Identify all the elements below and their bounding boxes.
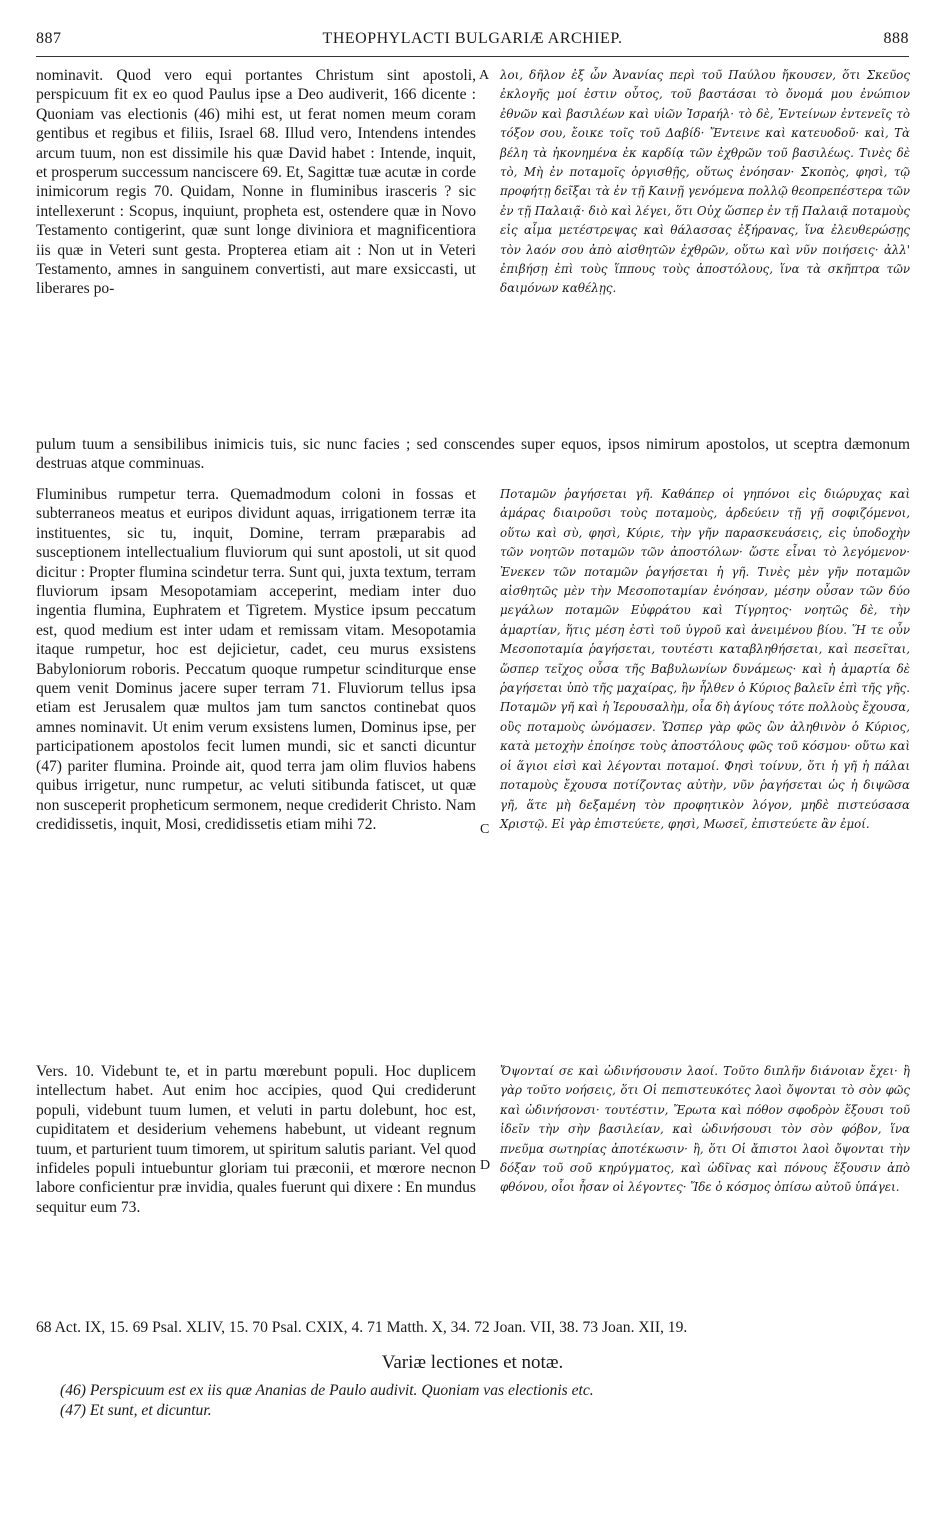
running-title: THEOPHYLACTI BULGARIÆ ARCHIEP. xyxy=(322,30,623,47)
full-width-continuation xyxy=(36,435,910,475)
latin-text-2: Fluminibus rumpetur terra. Quemadmodum coloni in fossas et subterraneos meatus et euripos dividunt aquas, irrigationem terræ ita instituentes, sic tu, inquit, Domine, terram præparabis ad susceptionem intellectualium fluviorum qui sunt apostoli, ut sit quod dicitur : Propter flumina scindetur terra. Sunt qui, juxta textum, terram fluviorum ipsam Mesopotamiam acceperint, mediam inter duo ingentia flumina, Euphratem et Tigretem. Mystice ipsum peccatum est, quod medium est inter udam et remissam vitam. Mesopotamia itaque rumpetur, hoc est dejicietur, cadet, ceu murus exsistens Babyloniorum roboris. Peccatum quoque rumpetur scinditurque ense quem venit Dominus jacere super terram 71. Fluviorum tellus ipsa etiam est Jerusalem quæ multos jam tum sanctos continebat quos amnes nominavit. Ut enim verum exsistens lumen, Dominus ipse, per participationem apostolos fecit lumen mundi, sic et sancti dicuntur (47) pariter flumina. Proinde ait, quod terra jam olim fluvios habens quibus irrigetur, nunc rumpetur, ac veluti sitibunda fatiscet, ut quæ non susceperit propheticum sermonem, neque crediderit Christo. Nam credidissetis, inquit, Mosi, credidissetis etiam mihi 72. xyxy=(36,486,476,833)
latin-column-block-3 xyxy=(36,1062,476,1312)
continuation-text: pulum tuum a sensibilibus inimicis tuis, sic nunc facies ; sed conscendes super equos, ipsos nimirum apostolos, ut sceptra dæmonum destruas atque comminuas. xyxy=(36,436,910,473)
greek-column-block-2 xyxy=(500,485,910,1045)
latin-column-block-2 xyxy=(36,485,476,1060)
greek-column-block-1 xyxy=(500,66,910,426)
margin-letter-d: D xyxy=(480,1158,491,1173)
greek-column-block-3 xyxy=(500,1062,910,1312)
margin-letter-c: C xyxy=(480,822,490,837)
header-rule xyxy=(36,56,909,57)
greek-text-3: Ὄψονταί σε καὶ ὠδινήσουσιν λαοί. Τοῦτο διπλῆν διάνοιαν ἔχει· ἢ γὰρ τοῦτο νοήσεις, ὅτι Οἱ πεπιστευκότες λαοὶ ὄψονται τὸ σὸν φῶς καὶ ὠδινήσονσι· τουτέστιν, Ἔρωτα καὶ πόθον σφοδρὸν ἕξουσι τοῦ ἰδεῖν τὴν σὴν βασιλείαν, καὶ ὠδινήσουσι τὸν σὸν φόβον, ἵνα πνεῦμα σωτηρίας ἀποτέκωσιν· ἢ, ὅτι Οἱ ἄπιστοι λαοὶ ὄψονται τὴν δόξαν τοῦ σοῦ κηρύγματος, καὶ ὠδῖνας καὶ πόνους ἕξουσιν ἀπὸ φθόνου, οἷοι ἦσαν οἱ λέγοντες· Ἴδε ὁ κόσμος ὀπίσω αὐτοῦ ὑπάγει. xyxy=(500,1064,910,1195)
running-header xyxy=(36,30,909,56)
variant-note-46: (46) Perspicuum est ex iis quæ Ananias de Paulo audivit. Quoniam vas electionis etc. xyxy=(60,1382,594,1399)
page-number-right: 888 xyxy=(883,30,909,47)
page-number-left: 887 xyxy=(36,30,62,47)
greek-text-2: Ποταμῶν ῥαγήσεται γῆ. Καθάπερ οἱ γηπόνοι εἰς διώρυχας καὶ ἀμάρας διαιροῦσι τοὺς ποταμοὺς, ἀρδεύειν τῇ γῇ σοφιζόμενοι, οὕτω καὶ σὺ, φησὶ, Κύριε, τὴν γῆν παρασκευάσεις, εἰς ὑποδοχὴν τῶν νοητῶν ποταμῶν τῶν ἀποστόλων· ὥστε εἶναι τὸ λεγόμενον· Ἐνεκεν τῶν ποταμῶν ῥαγήσεται ἡ γῆ. Τινὲς μὲν γῆν ποταμῶν αἰσθητῶς μὲν τὴν Μεσοποταμίαν ἐνόησαν, μέσην οὖσαν τῶν δύο μεγάλων ποταμῶν Εὐφράτου καὶ Τίγρητος· νοητῶς δὲ, τὴν ἁμαρτίαν, ἥτις μέση ἐστὶ τοῦ ὑγροῦ καὶ ἀνειμένου βίου. Ἥ τε οὖν Μεσοποταμία ῥαγήσεται, τουτέστι καταβληθήσεται, καὶ πεσεῖται, ὥσπερ τεῖχος οὖσα τῆς Βαβυλωνίων δυνάμεως· καὶ ἡ ἁμαρτία δὲ ῥαγήσεται ὑπὸ τῆς μαχαίρας, ἣν ἦλθεν ὁ Κύριος βαλεῖν ἐπὶ τῆς γῆς. Ποταμῶν γῆ καὶ ἡ Ἱερουσαλὴμ, οἷα δὴ ἁγίους τότε πολλοὺς ἔχουσα, οὓς ποταμοὺς ὠνόμασεν. Ὥσπερ γὰρ φῶς ὢν ἀληθινὸν ὁ Κύριος, κατὰ μετοχὴν ἐποίησε τοὺς ἀποστόλους φῶς τοῦ κόσμου· οὕτω καὶ οἱ ἅγιοι εἰσὶ καὶ λέγονται ποταμοί. Φησὶ τοίνυν, ὅτι ἡ γῆ ἡ πάλαι ποταμοὺς ἔχουσα ποτίζοντας αὐτὴν, νῦν ῥαγήσεται ὡς ἡ διψῶσα γῆ, ἅτε μὴ δεξαμένη τὸν προφητικὸν λόγον, μηδὲ πιστεύσασα Χριστῷ. Εἰ γὰρ ἐπιστεύετε, φησὶ, Μωσεῖ, ἐπιστεύετε ἂν ἐμοί. xyxy=(500,487,910,831)
latin-text-1: nominavit. Quod vero equi portantes Christum sint apostoli, perspicuum fit ex eo quod Paulus ipse a Deo audiverit, 166 dicente : Quoniam vas electionis (46) mihi est, ut ferat nomen meum coram gentibus et regibus et filiis, Israel 68. Illud vero, Intendens intendes arcum tuum, non est dissimile his quæ David habet : Intende, inquit, et prosperum successum nanciscere 69. Et, Sagittæ tuæ acutæ in corde inimicorum regis 70. Quidam, Nonne in fluminibus irasceris ? sic intellexerunt : Scopus, inquiunt, propheta est, ostendere quæ in Novo Testamento contigerint, quæ sunt longe diviniora et magnificentiora iis quæ in Veteri sunt gesta. Propterea etiam ait : Non ut in Veteri Testamento, amnes in sanguinem convertisti, aut mare exsiccasti, ut liberares po- xyxy=(36,67,476,298)
variae-title: Variæ lectiones et notæ. xyxy=(381,1352,564,1373)
latin-column-block-1 xyxy=(36,66,476,396)
margin-letter-a: A xyxy=(479,68,490,83)
greek-text-1: λοι, δῆλον ἐξ ὧν Ἀνανίας περὶ τοῦ Παύλου ἤκουσεν, ὅτι Σκεῦος ἐκλογῆς μοί ἐστιν οὗτος, τοῦ βαστάσαι τὸ ὄνομά μου ἐνώπιον ἐθνῶν καὶ βασιλέων καὶ υἱῶν Ἰσραήλ· τὸ δὲ, Ἐντείνων ἐντενεῖς τὸ τόξον σου, ἔοικε τοῖς τοῦ Δαβίδ· Ἔντεινε καὶ κατευοδοῦ· καὶ, Τὰ βέλη τὰ ἠκονημένα ἐκ καρδίᾳ τῶν ἐχθρῶν τοῦ βασιλέως. Τινὲς δὲ τὸ, Μὴ ἐν ποταμοῖς ὀργισθῇς, οὕτως ἐνόησαν· Σκοπὸς, φησὶ, τῷ προφήτῃ δεῖξαι τὰ ἐν τῇ Καινῇ γενόμενα πολλῷ θεοπρεπέστερα τῶν ἐν τῇ Παλαιᾷ· διὸ καὶ λέγει, ὅτι Οὐχ ὥσπερ ἐν τῇ Παλαιᾷ ποταμοὺς εἰς αἷμα μετέστρεψας καὶ θάλασσας ἐξήρανας, ἵνα ἐλευθερώσῃς τὸν λαόν σου ἀπὸ αἰσθητῶν ἐχθρῶν, οὕτω καὶ νῦν ποιήσεις· ἀλλ' ἐπιβήσῃ ἐπὶ τοὺς ἵππους τοὺς ἀποστόλους, ἵνα τὰ σκῆπτρα τῶν δαιμόνων καθέλῃς. xyxy=(500,68,910,296)
variant-note-47: (47) Et sunt, et dicuntur. xyxy=(60,1402,212,1419)
footnotes: 68 Act. IX, 15. 69 Psal. XLIV, 15. 70 Psal. CXIX, 4. 71 Matth. X, 34. 72 Joan. VII, 38. 73 Joan. XII, 19. xyxy=(36,1319,688,1336)
latin-text-3: Vers. 10. Videbunt te, et in partu mœrebunt populi. Hoc duplicem intellectum habet. Aut enim hoc accipies, quod Qui crediderunt populi, videbunt tuum lumen, et veluti in partu dolebunt, hoc est, cupiditatem et desiderium vehemens habebunt, ut videant regnum tuum, et parturient tuum timorem, ut spiritum salutis pariant. Vel quod infideles populi intuebuntur gloriam tui præconii, et mœrore necnon labore conficientur præ invidia, quales fuerunt qui dixere : En mundus sequitur eum 73. xyxy=(36,1063,476,1216)
